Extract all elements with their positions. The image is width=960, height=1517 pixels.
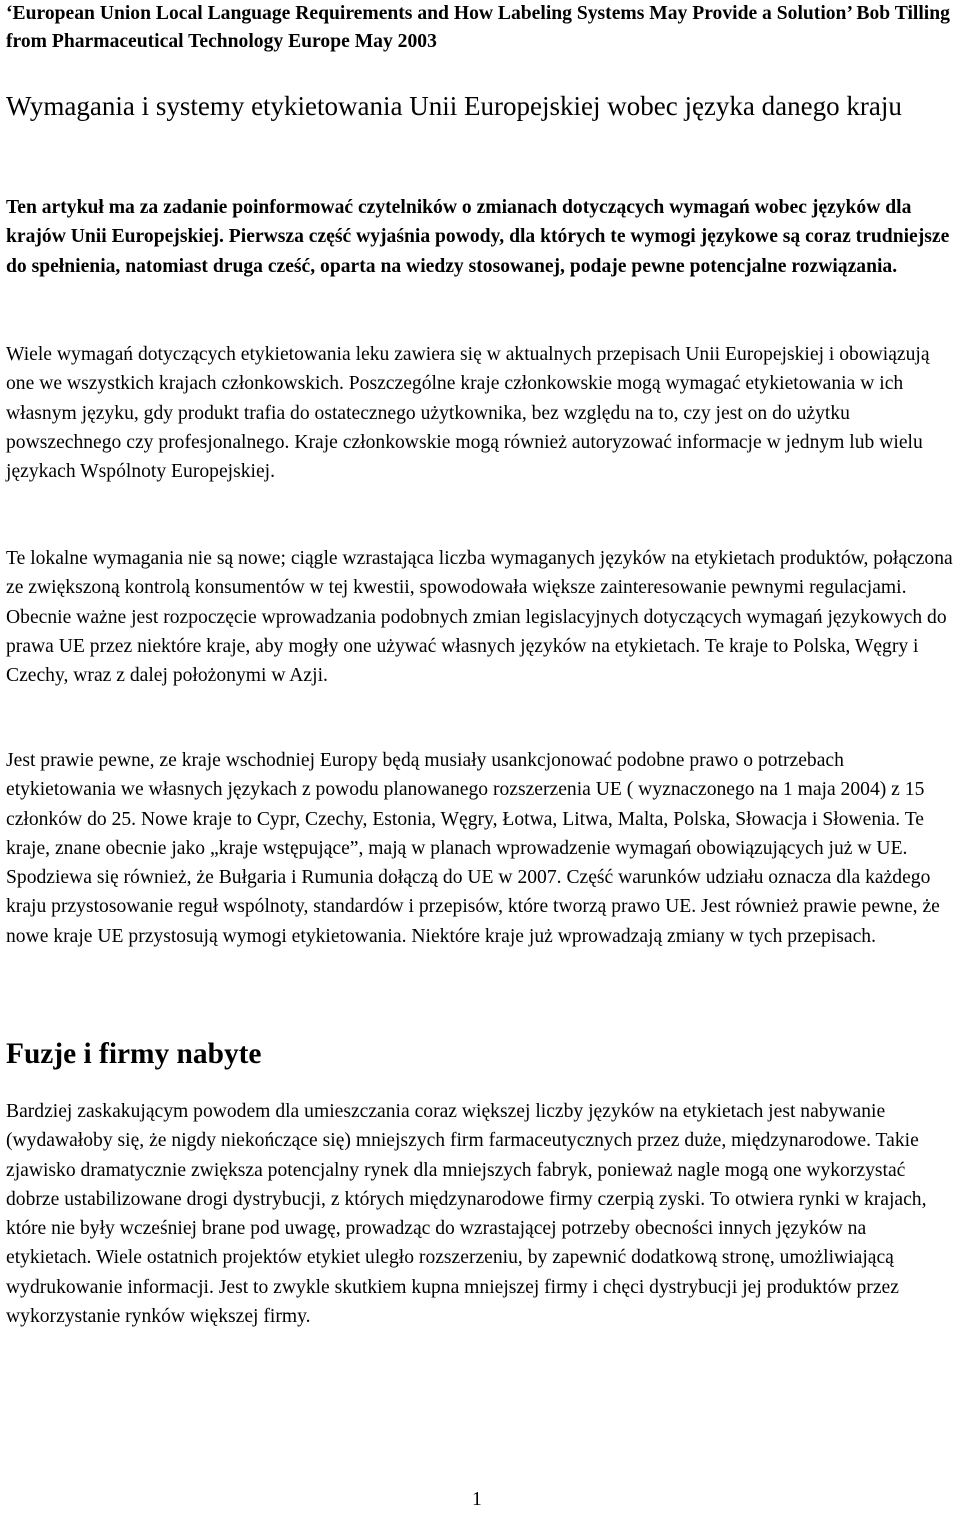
body-paragraph-1: Wiele wymagań dotyczących etykietowania leku zawiera się w aktualnych przepisach Unii Europejskiej i obowiązują one we wszystkich krajach członkowskich. Poszczególne kraje członkowskie mogą wymagać etykietowania w ich własnym języku, gdy produkt trafia do ostatecznego użytkownika, bez względu na to, czy jest on do użytku powszechnego czy profesjonalnego. Kraje członkowskie mogą również autoryzować informacje w jednym lub wielu językach Wspólnoty Europejskiej. (6, 344, 930, 483)
source-article-title: ‘European Union Local Language Requirements and How Labeling Systems May Provide a Solution’ Bob Tilling from Pharmaceutical Technology Europe May 2003 (6, 3, 950, 52)
body-paragraph-4: Bardziej zaskakującym powodem dla umieszczania coraz większej liczby języków na etykietach jest nabywanie (wydawałoby się, że nigdy niekończące się) mniejszych firm farmaceutycznych przez duże, międzynarodowe. Takie zjawisko dramatycznie zwiększa potencjalny rynek dla mniejszych fabryk, ponieważ nagle mogą one wykorzystać dobrze ustabilizowane drogi dystrybucji, z których międzynarodowe firmy czerpią zyski. To otwiera rynki w krajach, które nie były wcześniej brane pod uwagę, prowadząc do wzrastającej potrzeby obecności innych języków na etykietach. Wiele ostatnich projektów etykiet uległo rozszerzeniu, by zapewnić dodatkową stronę, umożliwiającą wydrukowanie informacji. Jest to zwykle skutkiem kupna mniejszej firmy i chęci dystrybucji jej produktów przez wykorzystanie rynków większej firmy. (6, 1101, 927, 1328)
body-paragraph-2: Te lokalne wymagania nie są nowe; ciągle wzrastająca liczba wymaganych języków na etykietach produktów, połączona ze zwiększoną kontrolą konsumentów w tej kwestii, spowodowała większe zainteresowanie pewnymi regulacjami. Obecnie ważne jest rozpoczęcie wprowadzania podobnych zmian legislacyjnych dotyczących wymagań językowych do prawa UE przez niektóre kraje, aby mogły one używać własnych języków na etykietach. Te kraje to Polska, Węgry i Czechy, wraz z dalej położonymi w Azji. (6, 548, 953, 687)
page-number: 1 (472, 1489, 482, 1510)
section-heading: Fuzje i firmy nabyte (6, 1038, 262, 1070)
body-paragraph-3: Jest prawie pewne, ze kraje wschodniej Europy będą musiały usankcjonować podobne prawo o potrzebach etykietowania we własnych językach z powodu planowanego rozszerzenia UE ( wyznaczonego na 1 maja 2004) z 15 członków do 25. Nowe kraje to Cypr, Czechy, Estonia, Węgry, Łotwa, Litwa, Malta, Polska, Słowacja i Słowenia. Te kraje, znane obecnie jako „kraje wstępujące”, mają w planach wprowadzenie wymagań obowiązujących już w UE. Spodziewa się również, że Bułgaria i Rumunia dołączą do UE w 2007. Część warunków udziału oznacza dla każdego kraju przystosowanie reguł wspólnoty, standardów i przepisów, które tworzą prawo UE. Jest również prawie pewne, że nowe kraje UE przystosują wymogi etykietowania. Niektóre kraje już wprowadzają zmiany w tych przepisach. (6, 750, 940, 947)
lead-paragraph: Ten artykuł ma za zadanie poinformować czytelników o zmianach dotyczących wymagań wobec języków dla krajów Unii Europejskiej. Pierwsza część wyjaśnia powody, dla których te wymogi językowe są coraz trudniejsze do spełnienia, natomiast druga cześć, oparta na wiedzy stosowanej, podaje pewne potencjalne rozwiązania. (6, 197, 950, 277)
page-title: Wymagania i systemy etykietowania Unii Europejskiej wobec języka danego kraju (6, 91, 902, 121)
